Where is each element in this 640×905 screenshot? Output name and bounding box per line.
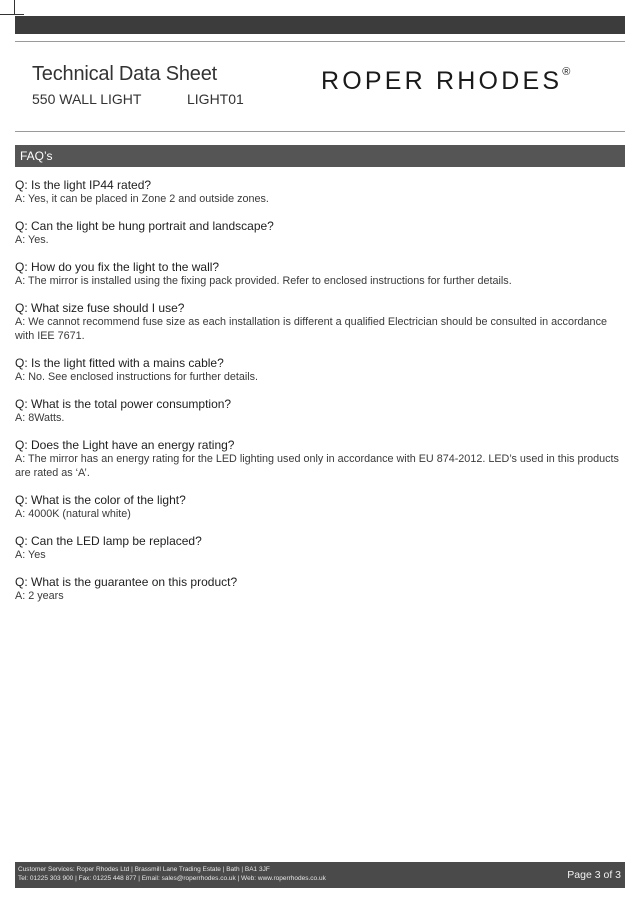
faq-answer: A: 4000K (natural white) — [15, 508, 131, 520]
faq-answer: A: Yes. — [15, 234, 49, 246]
faq-item — [15, 493, 621, 521]
faq-question: Q: Can the LED lamp be replaced? — [15, 534, 202, 548]
brand-wordmark: ROPER RHODES — [321, 67, 563, 95]
faq-list — [15, 178, 621, 616]
faq-item — [15, 575, 621, 603]
faq-answer: A: 8Watts. — [15, 412, 65, 424]
faq-section-title: FAQ’s — [20, 149, 53, 163]
faq-answer: A: We cannot recommend fuse size as each installation is different a qualified Electrician should be consulted in accordance with IEE 7671. — [15, 316, 607, 342]
faq-item — [15, 356, 621, 384]
faq-answer: A: The mirror has an energy rating for the LED lighting used only in accordance with EU 874-2012. LED’s used in this products are rated as ‘A’. — [15, 453, 619, 479]
crop-mark-vertical — [14, 0, 15, 14]
footer-bar — [15, 862, 625, 888]
product-name: 550 WALL LIGHT — [32, 91, 142, 107]
footer-contact: Tel: 01225 303 900 | Fax: 01225 448 877 | Email: sales@roperrhodes.co.uk | Web: www.roperrhodes.co.uk — [18, 875, 326, 882]
faq-question: Q: Is the light IP44 rated? — [15, 178, 152, 192]
faq-question: Q: Is the light fitted with a mains cable? — [15, 356, 224, 370]
faq-item — [15, 219, 621, 247]
faq-item — [15, 178, 621, 206]
faq-answer: A: No. See enclosed instructions for further details. — [15, 371, 259, 383]
faq-question: Q: Can the light be hung portrait and landscape? — [15, 219, 274, 233]
faq-answer: A: Yes — [15, 549, 46, 561]
faq-item — [15, 397, 621, 425]
header-rule-top — [15, 41, 625, 42]
registered-mark: ® — [562, 66, 571, 78]
crop-mark-horizontal — [0, 14, 24, 15]
faq-item — [15, 438, 621, 480]
brand-logo — [321, 66, 570, 96]
faq-question: Q: What size fuse should I use? — [15, 301, 185, 315]
page-number: Page 3 of 3 — [567, 869, 621, 881]
header-rule-bottom — [15, 131, 625, 132]
faq-item — [15, 260, 621, 288]
faq-question: Q: What is the guarantee on this product? — [15, 575, 238, 589]
faq-question: Q: What is the color of the light? — [15, 493, 186, 507]
faq-question: Q: What is the total power consumption? — [15, 397, 232, 411]
footer-address: Customer Services: Roper Rhodes Ltd | Brassmill Lane Trading Estate | Bath | BA1 3JF — [18, 866, 270, 873]
faq-section-header — [15, 145, 625, 167]
product-code: LIGHT01 — [187, 91, 244, 107]
faq-answer: A: 2 years — [15, 590, 64, 602]
faq-question: Q: Does the Light have an energy rating? — [15, 438, 235, 452]
document-title: Technical Data Sheet — [32, 63, 218, 85]
faq-item — [15, 301, 621, 343]
faq-item — [15, 534, 621, 562]
header-bar — [15, 16, 625, 34]
faq-answer: A: The mirror is installed using the fixing pack provided. Refer to enclosed instructions for further details. — [15, 275, 512, 287]
faq-question: Q: How do you fix the light to the wall? — [15, 260, 220, 274]
faq-answer: A: Yes, it can be placed in Zone 2 and outside zones. — [15, 193, 269, 205]
